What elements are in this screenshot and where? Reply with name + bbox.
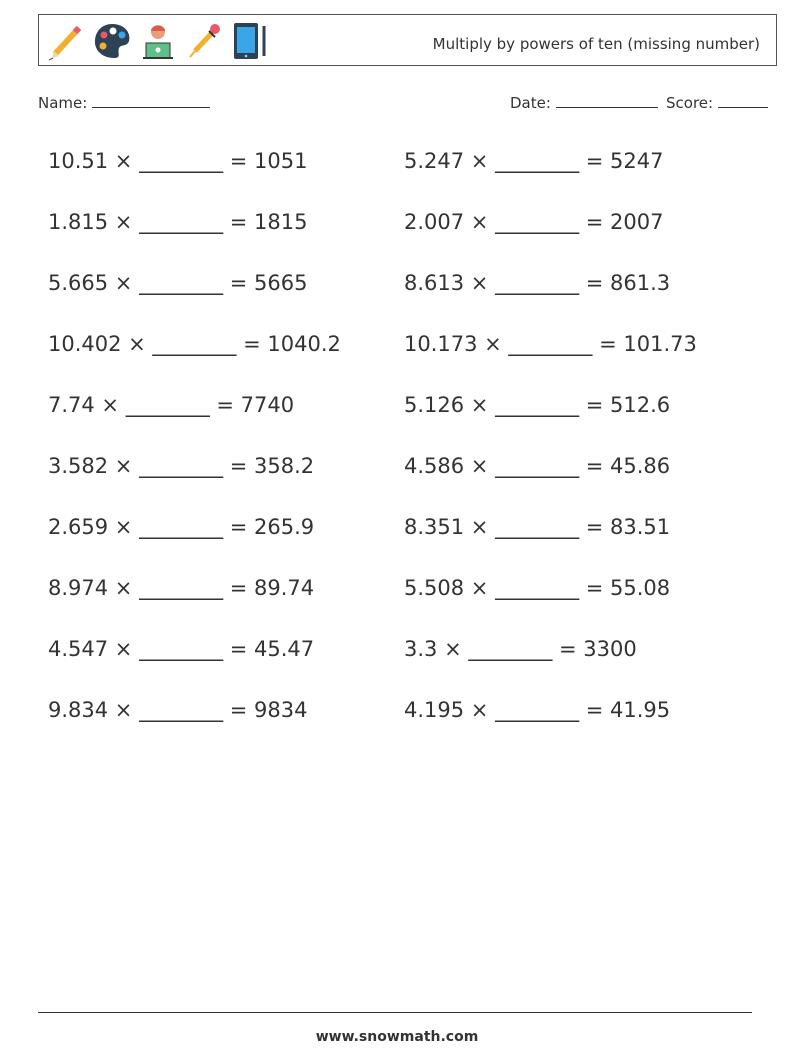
student-laptop-icon <box>137 20 179 62</box>
problem-left-6: 3.582 × ________ = 358.2 <box>48 454 315 478</box>
footer-url: www.snowmath.com <box>315 1029 479 1045</box>
problem-left-10: 9.834 × ________ = 9834 <box>48 698 308 722</box>
problem-left-3: 5.665 × ________ = 5665 <box>48 271 308 295</box>
problem-right-9: 3.3 × ________ = 3300 <box>404 637 637 661</box>
footer-divider <box>38 1012 752 1013</box>
date-blank <box>556 93 658 108</box>
eyedropper-icon <box>183 20 225 62</box>
tablet-stylus-icon <box>229 20 271 62</box>
problem-left-9: 4.547 × ________ = 45.47 <box>48 637 315 661</box>
problem-right-1: 5.247 × ________ = 5247 <box>404 149 664 173</box>
problem-right-10: 4.195 × ________ = 41.95 <box>404 698 671 722</box>
name-label: Name: <box>38 94 88 112</box>
score-blank <box>718 93 768 108</box>
problem-right-3: 8.613 × ________ = 861.3 <box>404 271 671 295</box>
worksheet-header <box>38 14 777 66</box>
problem-right-7: 8.351 × ________ = 83.51 <box>404 515 671 539</box>
name-field <box>38 93 210 112</box>
header-icons <box>45 19 271 63</box>
date-label: Date: <box>510 94 551 112</box>
problem-left-2: 1.815 × ________ = 1815 <box>48 210 308 234</box>
problem-left-8: 8.974 × ________ = 89.74 <box>48 576 315 600</box>
problem-left-1: 10.51 × ________ = 1051 <box>48 149 308 173</box>
worksheet-title: Multiply by powers of ten (missing number) <box>432 35 760 53</box>
problem-right-2: 2.007 × ________ = 2007 <box>404 210 664 234</box>
problem-left-5: 7.74 × ________ = 7740 <box>48 393 295 417</box>
problem-right-5: 5.126 × ________ = 512.6 <box>404 393 671 417</box>
problem-left-4: 10.402 × ________ = 1040.2 <box>48 332 341 356</box>
problem-left-7: 2.659 × ________ = 265.9 <box>48 515 315 539</box>
problem-right-8: 5.508 × ________ = 55.08 <box>404 576 671 600</box>
score-label: Score: <box>666 94 714 112</box>
name-blank <box>92 93 210 108</box>
pencil-icon <box>45 20 87 62</box>
problem-right-6: 4.586 × ________ = 45.86 <box>404 454 671 478</box>
date-field <box>510 93 658 112</box>
score-field <box>666 93 768 112</box>
problem-right-4: 10.173 × ________ = 101.73 <box>404 332 697 356</box>
paint-palette-icon <box>91 20 133 62</box>
